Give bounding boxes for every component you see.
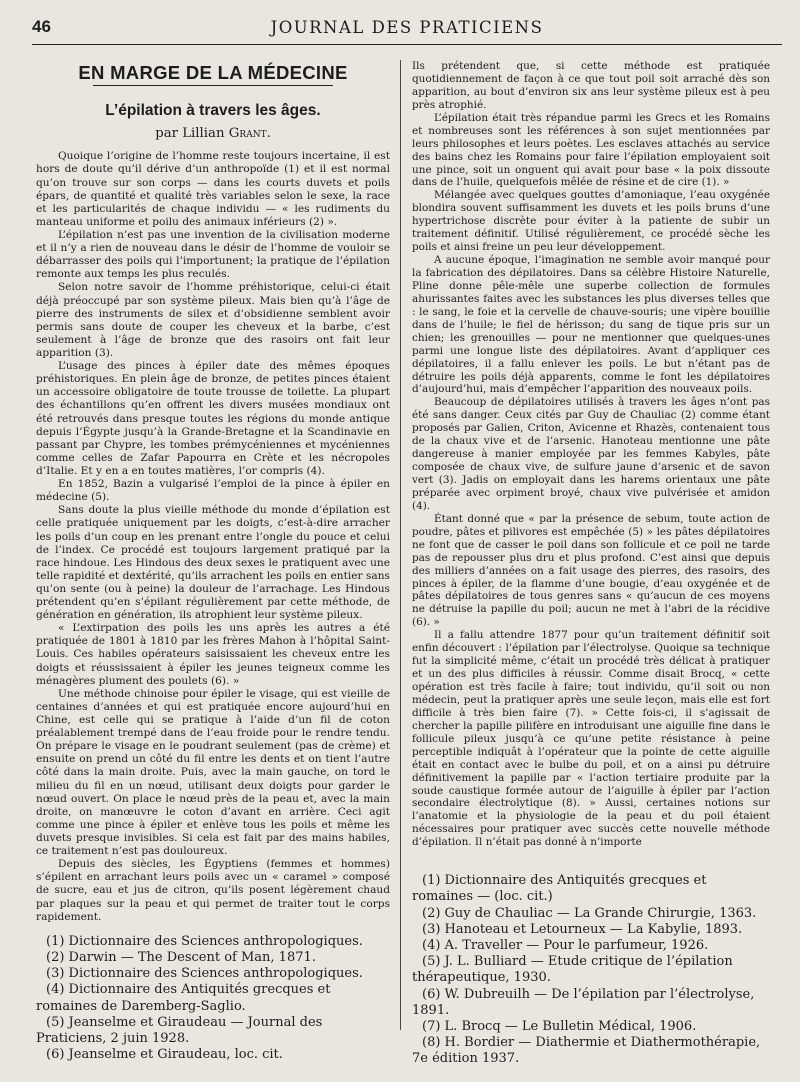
right-column bbox=[412, 60, 770, 1068]
byline-prefix: par bbox=[155, 126, 178, 142]
footnote: (5) Jeanselme et Giraudeau — Journal des Praticiens, 2 juin 1928. bbox=[36, 1014, 323, 1046]
footnote: (1) Dictionnaire des Antiquités grecques et romaines — (loc. cit.) bbox=[412, 873, 707, 905]
footnote: (1) Dictionnaire des Sciences anthropologiques. bbox=[46, 933, 363, 949]
footnote: (4) A. Traveller — Pour le parfumeur, 1926. bbox=[422, 938, 709, 953]
paragraph: Ils prétendent que, si cette méthode est pratiquée quotidiennement de façon à ce que tout poil soit arraché dès son apparition, au bout d’environ six ans leur système pileux est à peu près atrophié. bbox=[412, 60, 770, 111]
footnote: (6) Jeanselme et Giraudeau, loc. cit. bbox=[46, 1047, 283, 1063]
article-title: L’épilation à travers les âges. bbox=[105, 102, 321, 120]
paragraph: Il a fallu attendre 1877 pour qu’un traitement définitif soit enfin découvert : l’épilation par l’électrolyse. Quoique sa technique fut la simplicité même, c’était un procédé très délicat à pratiquer et un des plus difficiles à réussir. Comme disait Brocq, « cette opération est très facile à faire; tout individu, qu’il soit ou non médecin, peut la pratiquer après une seule leçon, mais elle est fort difficile à très bien faire (7). » Cette fois-ci, il s’agissait de chercher la papille pilifère en introduisant une aiguille fine dans le follicule pileux jusqu’à ce qu’une petite résistance à peine perceptible indiquât à l’opérateur que la pointe de cette aiguille était en contact avec le bulbe du poil, et on a ainsi pu détruire définitivement la papille par « l’action tertiaire produite par la soude caustique formée autour de l’aiguille à épiler par l’action secondaire électrolytique (8). » Aussi, certaines notions sur l’anatomie et la physiologie de la peau et du poil étaient nécessaires pour pratiquer avec succès cette nouvelle méthode d’épilation. Il n’était pas donné à n’importe bbox=[412, 629, 770, 849]
page-number: 46 bbox=[32, 17, 51, 36]
paragraph: Depuis des siècles, les Égyptiens (femmes et hommes) s’épilent en arrachant leurs poils avec un « caramel » composé de sucre, eau et jus de citron, qu’ils posent légèrement chaud par plaques sur la peau et qui permet de traiter tout le corps rapidement. bbox=[36, 858, 390, 923]
right-footnotes bbox=[412, 873, 770, 1067]
paragraph: Sans doute la plus vieille méthode du monde d’épilation est celle pratiquée uniquement par les doigts, c’est-à-dire arracher les poils d’un coup en les prenant entre l’ongle du pouce et celui de l’index. Ce procédé est toujours largement pratiqué par la race hindoue. Les Hindous des deux sexes le pratiquent avec une telle rapidité et dextérité, qu’ils arrachent les poils en entier sans qu’on sente (ou à peine) la douleur de l’arrachage. Les Hindous prétendent qu’en s’épilant régulièrement par cette méthode, de génération en génération, ils atrophient leur système pileux. bbox=[36, 504, 390, 622]
left-footnotes bbox=[36, 934, 390, 1064]
paragraph: « L’extirpation des poils les uns après les autres a été pratiquée de 1801 à 1810 par les frères Mahon à l’hôpital Saint-Louis. Ces habiles opérateurs saisissaient les cheveux entre les doigts et réussissaient à épiler les jeunes teigneux comme les ménagères plument des poulets (6). » bbox=[36, 622, 390, 687]
left-column bbox=[36, 60, 390, 1063]
section-title: EN MARGE DE LA MÉDECINE bbox=[78, 62, 348, 83]
footnote: (5) J. L. Bulliard — Etude critique de l’épilation thérapeutique, 1930. bbox=[412, 954, 733, 986]
footnote: (4) Dictionnaire des Antiquités grecques et romaines de Daremberg-Saglio. bbox=[36, 982, 331, 1014]
paragraph: Mélangée avec quelques gouttes d’amoniaque, l’eau oxygénée blondira souvent suffisamment les duvets et les poils bruns d’une hypertrichose discrète pour éviter à la patiente de subir un traitement définitif. Utilisé régulièrement, ce procédé sèche les poils et ainsi freine un peu leur développement. bbox=[412, 189, 770, 254]
paragraph: A aucune époque, l’imagination ne semble avoir manqué pour la fabrication des dépilatoires. Dans sa célèbre Histoire Naturelle, Pline donne pêle-mêle une superbe collection de formules ahurissantes faites avec les substances les plus diverses telles que : le sang, le foie et la cervelle de chauve-souris; une vipère bouillie dans de l’huile; le fiel de hérisson; du sang de tique pris sur un chien; les grenouilles — pour ne mentionner que quelques-unes parmi une longue liste des dépilatoires. Avant d’appliquer ces dépilatoires, il a fallu enlever les poils. Le but n’étant pas de détruire les poils déjà apparents, comme le font les dépilatoires d’aujourd’hui, mais d’empêcher l’apparition des nouveaux poils. bbox=[412, 254, 770, 396]
footnote: (8) H. Bordier — Diathermie et Diathermothérapie, 7e édition 1937. bbox=[412, 1035, 761, 1067]
paragraph: Une méthode chinoise pour épiler le visage, qui est vieille de centaines d’années et qui est pratiquée encore aujourd’hui en Chine, est celle qui se pratique à l’aide d’un fil de coton préalablement trempé dans de l’eau froide pour le rendre tendu. On prépare le visage en le poudrant seulement (pas de crème) et ensuite on prend un côté du fil entre les dents et on tient l’autre côté dans la main droite. Puis, avec la main gauche, on tord le milieu du fil en un nœud, utilisant deux doigts pour garder le nœud ouvert. On place le nœud près de la peau et, avec la main droite, on manœuvre le coton d’avant en arrière. Ceci agit comme une pince à épiler et enlève tous les poils et même les duvets presque invisibles. Si cela est fait par des mains habiles, ce traitement n’est pas douloureux. bbox=[36, 687, 390, 858]
footnote: (2) Guy de Chauliac — La Grande Chirurgie, 1363. bbox=[422, 905, 757, 921]
page-header bbox=[32, 14, 782, 45]
author-first-name: Lillian bbox=[182, 126, 225, 142]
paragraph: L’usage des pinces à épiler date des mêmes époques préhistoriques. En plein âge de bronze, de petites pinces étaient un accessoire obligatoire de toute trousse de toilette. La plupart des échantillons qu’en offrent les divers musées mondiaux ont été retrouvés dans presque toutes les régions du monde antique depuis l’Égypte jusqu’à la Grande-Bretagne et la Scandinavie en passant par Chypre, les tombes prémycéniennes et mycéniennes comme celles de Zafar Papourra en Crète et les nécropoles d’Italie. Et y en a en toutes matières, l’or compris (4). bbox=[36, 360, 390, 477]
column-divider bbox=[400, 60, 401, 1030]
footnote: (3) Dictionnaire des Sciences anthropologiques. bbox=[46, 966, 363, 982]
footnote: (3) Hanoteau et Letourneux — La Kabylie, 1893. bbox=[422, 921, 743, 937]
left-body bbox=[36, 150, 390, 923]
author-last-name: Grant. bbox=[228, 126, 271, 142]
footnote: (2) Darwin — The Descent of Man, 1871. bbox=[46, 949, 316, 965]
paragraph: Quoique l’origine de l’homme reste toujours incertaine, il est hors de doute qu’il dérive d’un anthropoïde (1) et il est normal qu’on trouve sur son corps — dans les courts duvets et poils épars, de quantité et qualité très variables selon le sexe, la race et les particularités de chaque individu — « les rudiments du manteau uniforme et poilu des animaux inférieurs (2) ». bbox=[36, 150, 390, 228]
title-rule bbox=[93, 85, 333, 86]
right-body bbox=[412, 60, 770, 849]
paragraph: Étant donné que « par la présence de sebum, toute action de poudre, pâtes et pilivores est empêchée (5) » les pâtes dépilatoires ne font que de casser le poil dans son follicule et ce poil ne tarde pas de repousser plus dru et plus profond. C’est ainsi que depuis des milliers d’années on a fait usage des pierres, des rasoirs, des pinces à épiler, de la flamme d’une bougie, d’eau oxygénée et de pâtes dépilatoires de tous genres sans « qu’aucun de ces moyens ne détruise la papille du poil; aucun ne met à l’abri de la récidive (6). » bbox=[412, 512, 770, 629]
paragraph: En 1852, Bazin a vulgarisé l’emploi de la pince à épiler en médecine (5). bbox=[36, 478, 390, 504]
paragraph: Beaucoup de dépilatoires utilisés à travers les âges n’ont pas été sans danger. Ceux cités par Guy de Chauliac (2) comme étant proposés par Galien, Criton, Avicenne et Rhazès, contenaient tous de la chaux vive et de l’arsenic. Hanoteau mentionne une pâte dangereuse à manier employée par les femmes Kabyles, pâte composée de chaux vive, de sulfure jaune d’arsenic et de savon vert (3). Jadis on employait dans les harems orientaux une pâte préparée avec orpiment broyé, chaux vive pulvérisée et amidon (4). bbox=[412, 396, 770, 512]
footnote: (7) L. Brocq — Le Bulletin Médical, 1906. bbox=[422, 1019, 697, 1035]
paragraph: L’épilation n’est pas une invention de la civilisation moderne et il n’y a rien de nouveau dans le désir de l’homme de vouloir se débarrasser des poils qui l’importunent; la pratique de l’épilation remonte aux temps les plus reculés. bbox=[36, 228, 390, 281]
journal-title: JOURNAL DES PRATICIENS bbox=[270, 18, 544, 37]
footnote: (6) W. Dubreuilh — De l’épilation par l’électrolyse, 1891. bbox=[412, 986, 755, 1018]
notes-spacer bbox=[412, 849, 770, 863]
byline bbox=[36, 127, 390, 140]
paragraph: L’épilation était très répandue parmi les Grecs et les Romains et nombreuses sont les références à son sujet mentionnées par leurs philosophes et leurs poètes. Les esclaves attachés au service des bains chez les Romains pour faire l’épilation employaient soit une pince, soit un onguent qui avait pour base « la poix dissoute dans de l’huile, quelquefois mêlée de résine et de cire (1). » bbox=[412, 111, 770, 189]
paragraph: Selon notre savoir de l’homme préhistorique, celui-ci était déjà préoccupé par son système pileux. Mais bien qu’à l’âge de pierre des instruments de silex et d’obsidienne semblent avoir permis sans doute de couper les cheveux et la barbe, c’est seulement à l’âge de bronze que des rasoirs ont fait leur apparition (3). bbox=[36, 281, 390, 359]
